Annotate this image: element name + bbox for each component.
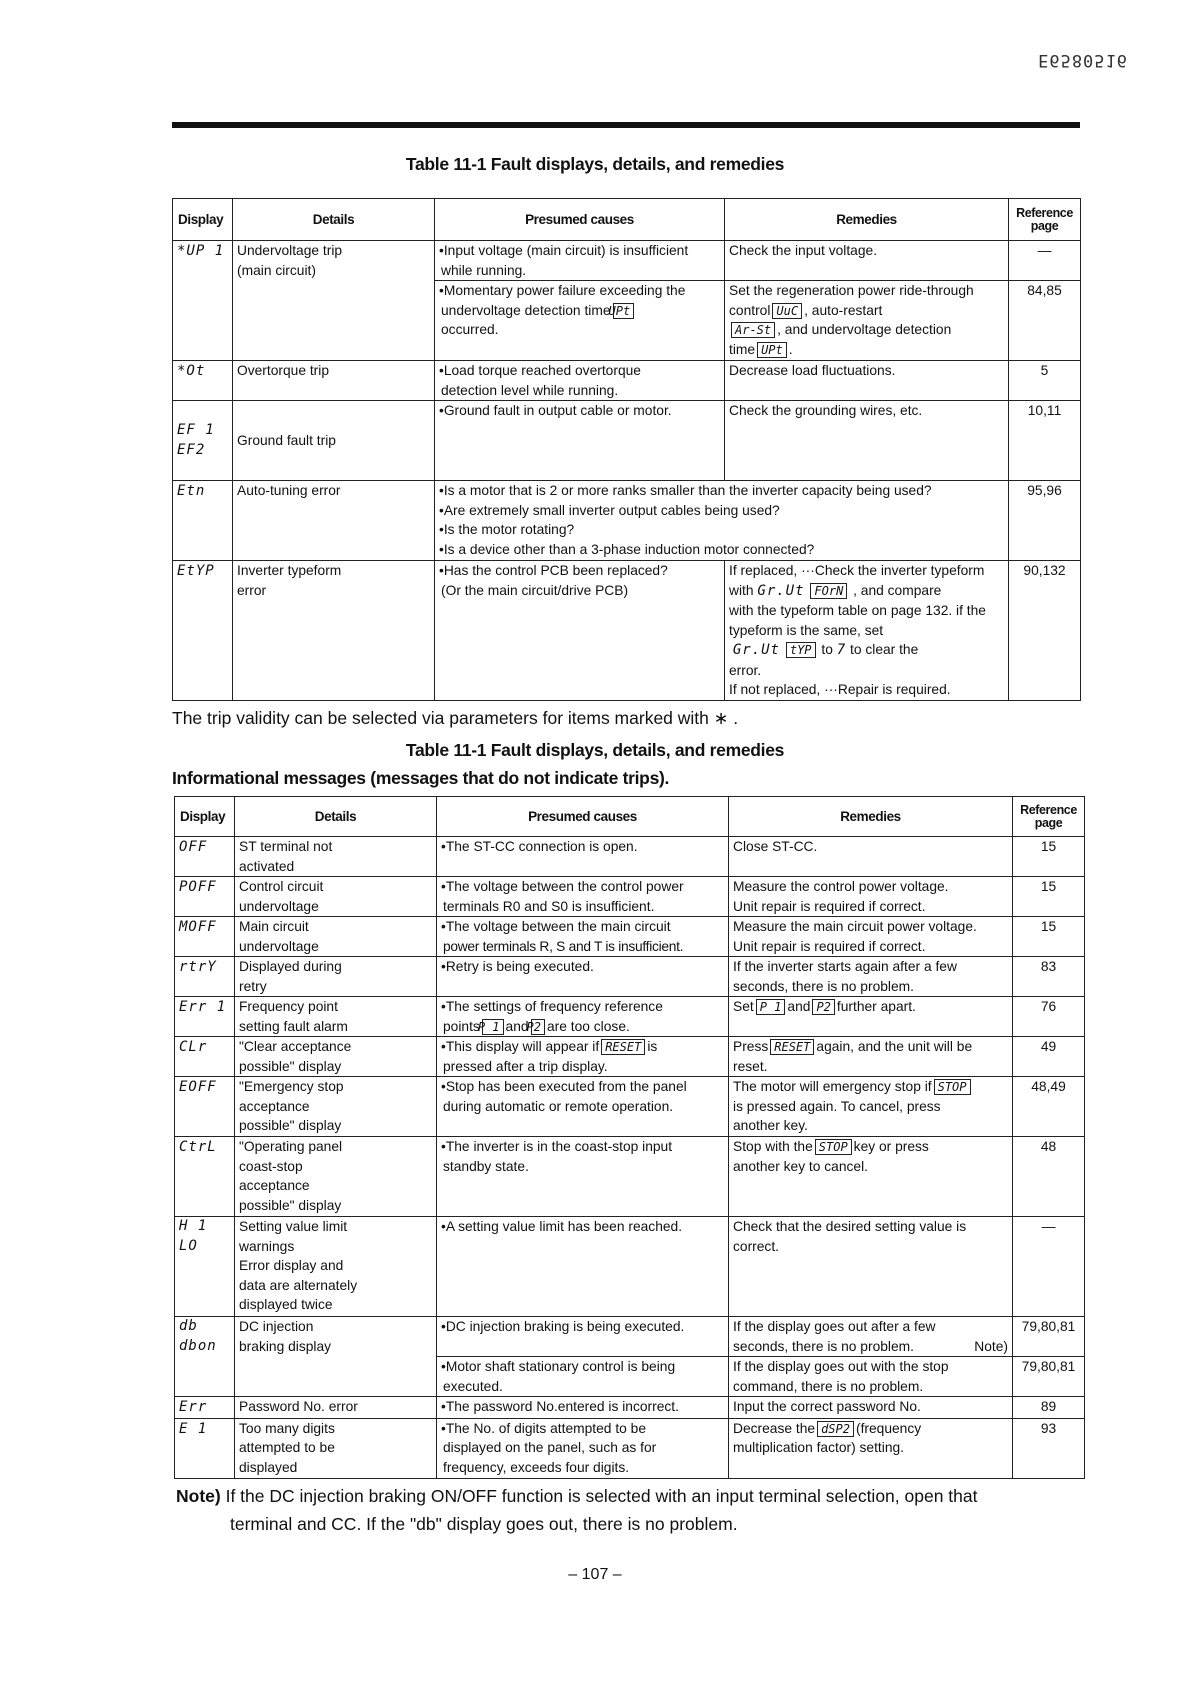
table-row-ref: 48,49 <box>1013 1077 1085 1137</box>
table-row-cause: •The voltage between the main circuit power terminals R, S and T is insufficient. <box>437 917 729 957</box>
table-row-remedy: If the display goes out after a few seconds, there is no problem. Note) <box>729 1317 1013 1357</box>
table-row-details: ST terminal not activated <box>235 837 437 877</box>
header-display: Display <box>173 199 233 241</box>
param-box: P 1 <box>756 999 786 1015</box>
header-causes: Presumed causes <box>437 797 729 837</box>
table-row-ref: 15 <box>1013 877 1085 917</box>
table-row-display: OFF <box>175 837 235 877</box>
table-row-remedy: Check the input voltage. <box>725 241 1009 281</box>
table-row-details: Password No. error <box>235 1397 437 1419</box>
table-row-ref: — <box>1009 241 1081 281</box>
table-row-cause: •Stop has been executed from the panel during automatic or remote operation. <box>437 1077 729 1137</box>
table-row-remedy: Set P 1 and P2 further apart. <box>729 997 1013 1037</box>
table-row-ref: 15 <box>1013 917 1085 957</box>
table-row-ref: 79,80,81 <box>1013 1357 1085 1397</box>
table-row-remedy: Check the grounding wires, etc. <box>725 401 1009 481</box>
table-row-details: Ground fault trip <box>233 401 435 481</box>
table-row-cause: •DC injection braking is being executed. <box>437 1317 729 1357</box>
table-row-cause: •The voltage between the control power terminals R0 and S0 is insufficient. <box>437 877 729 917</box>
table-row-ref: 79,80,81 <box>1013 1317 1085 1357</box>
table-row-ref: 89 <box>1013 1397 1085 1419</box>
table-row-ref: 5 <box>1009 361 1081 401</box>
table-row-details: Undervoltage trip (main circuit) <box>233 241 435 361</box>
table-row-cause: •The ST-CC connection is open. <box>437 837 729 877</box>
param-box: UPt <box>613 303 635 319</box>
table-row-cause: •Retry is being executed. <box>437 957 729 997</box>
table-row-cause: •This display will appear if RESET is pressed after a trip display. <box>437 1037 729 1077</box>
table-row-display: H 1 LO <box>175 1217 235 1317</box>
table-row-details: Too many digits attempted to be displayed <box>235 1418 437 1478</box>
footnote-line2: terminal and CC. If the "db" display goes out, there is no problem. <box>230 1514 738 1534</box>
table-row-remedy: Check that the desired setting value is correct. <box>729 1217 1013 1317</box>
table-row-cause: •The password No.entered is incorrect. <box>437 1397 729 1419</box>
table-row-ref: — <box>1013 1217 1085 1317</box>
table-row-cause: •Load torque reached overtorque detection level while running. <box>435 361 725 401</box>
page-number: – 107 – <box>568 1566 622 1583</box>
header-remedies: Remedies <box>729 797 1013 837</box>
header-details: Details <box>233 199 435 241</box>
param-box: dSP2 <box>817 1421 854 1437</box>
table-row-display: *Ot <box>173 361 233 401</box>
table-row-remedy: Decrease load fluctuations. <box>725 361 1009 401</box>
table-row-display: rtrY <box>175 957 235 997</box>
table-row-cause: •A setting value limit has been reached. <box>437 1217 729 1317</box>
table-row-cause: •Is a motor that is 2 or more ranks smaller than the inverter capacity being used? •Are extremely small inverter output cables being used? •Is the motor rotating? •Is a device other than a 3-phase induction motor connected? <box>435 481 1009 561</box>
table-row-details: Frequency point setting fault alarm <box>235 997 437 1037</box>
table-row-remedy: Press RESET again, and the unit will be reset. <box>729 1037 1013 1077</box>
table1-title: Table 11-1 Fault displays, details, and remedies <box>405 154 785 174</box>
table-row-remedy: If the display goes out with the stop command, there is no problem. <box>729 1357 1013 1397</box>
table-row-ref: 84,85 <box>1009 281 1081 361</box>
table-row-ref: 83 <box>1013 957 1085 997</box>
table-row-ref: 76 <box>1013 997 1085 1037</box>
table-row-details: DC injection braking display <box>235 1317 437 1397</box>
table-row-cause: •The No. of digits attempted to be displayed on the panel, such as for frequency, exceeds four digits. <box>437 1418 729 1478</box>
table-row-details: Overtorque trip <box>233 361 435 401</box>
table-row-cause: •The inverter is in the coast-stop input standby state. <box>437 1137 729 1217</box>
table-row-display: MOFF <box>175 917 235 957</box>
table-row-display: db dbon <box>175 1317 235 1397</box>
table-row-display: E 1 <box>175 1418 235 1478</box>
param-box: P2 <box>531 1019 545 1035</box>
param-box: tYP <box>786 642 816 658</box>
table-row-details: "Emergency stop acceptance possible" display <box>235 1077 437 1137</box>
table-row-remedy: The motor will emergency stop if STOP is pressed again. To cancel, press another key. <box>729 1077 1013 1137</box>
table-row-ref: 90,132 <box>1009 561 1081 701</box>
stop-key-label: STOP <box>934 1079 971 1095</box>
table-row-display: Err 1 <box>175 997 235 1037</box>
table-row-cause: •Motor shaft stationary control is being executed. <box>437 1357 729 1397</box>
document-code: E6580516 <box>1038 50 1128 70</box>
table-row-details: "Clear acceptance possible" display <box>235 1037 437 1077</box>
table-row-ref: 95,96 <box>1009 481 1081 561</box>
table-row-cause: •Has the control PCB been replaced? (Or the main circuit/drive PCB) <box>435 561 725 701</box>
table-row-remedy: If replaced, ···Check the inverter typeform with Gr.Ut FOrN , and compare with the typeform table on page 132. if the typeform is the same, set Gr.Ut tYP to 7 to clear the error. If not replaced, ···Repair is required. <box>725 561 1009 701</box>
reset-key-label: RESET <box>770 1039 814 1055</box>
stop-key-label: STOP <box>815 1139 852 1155</box>
table-row-display: EF 1 EF2 <box>173 401 233 481</box>
header-causes: Presumed causes <box>435 199 725 241</box>
table-row-details: Control circuit undervoltage <box>235 877 437 917</box>
table-row-cause: •Input voltage (main circuit) is insufficient while running. <box>435 241 725 281</box>
table-row-details: Displayed during retry <box>235 957 437 997</box>
header-remedies: Remedies <box>725 199 1009 241</box>
table-row-remedy: Measure the control power voltage. Unit repair is required if correct. <box>729 877 1013 917</box>
param-box: P 1 <box>482 1019 504 1035</box>
header-reference-page: Reference page <box>1013 797 1085 837</box>
table-row-remedy: If the inverter starts again after a few seconds, there is no problem. <box>729 957 1013 997</box>
table-row-cause: •The settings of frequency reference pointsP 1 andP2 are too close. <box>437 997 729 1037</box>
table-row-display: Etn <box>173 481 233 561</box>
table2-subtitle: Informational messages (messages that do not indicate trips). <box>172 768 670 788</box>
table2-title: Table 11-1 Fault displays, details, and remedies <box>405 740 785 760</box>
footnote-line1: Note) If the DC injection braking ON/OFF function is selected with an input terminal selection, open that <box>176 1486 978 1506</box>
fault-table <box>172 198 1081 701</box>
param-box: UuC <box>772 303 802 319</box>
param-box: UPt <box>757 342 787 358</box>
header-details: Details <box>235 797 437 837</box>
param-box: FOrN <box>810 583 847 599</box>
table-row-display: CLr <box>175 1037 235 1077</box>
header-display: Display <box>175 797 235 837</box>
table-row-display: CtrL <box>175 1137 235 1217</box>
table-row-display: *UP 1 <box>173 241 233 361</box>
reset-key-label: RESET <box>601 1039 645 1055</box>
table-row-details: "Operating panel coast-stop acceptance possible" display <box>235 1137 437 1217</box>
table-row-ref: 10,11 <box>1009 401 1081 481</box>
table-row-remedy: Close ST-CC. <box>729 837 1013 877</box>
table-row-ref: 93 <box>1013 1418 1085 1478</box>
table-row-details: Inverter typeform error <box>233 561 435 701</box>
table-row-display: EtYP <box>173 561 233 701</box>
header-rule <box>172 122 1080 128</box>
table-row-cause: •Momentary power failure exceeding the undervoltage detection timeUPt occurred. <box>435 281 725 361</box>
table-row-remedy: Set the regeneration power ride-through control UuC , auto-restart Ar-St , and undervoltage detection time UPt . <box>725 281 1009 361</box>
table-row-details: Auto-tuning error <box>233 481 435 561</box>
table-row-ref: 15 <box>1013 837 1085 877</box>
table-row-remedy: Stop with the STOP key or press another key to cancel. <box>729 1137 1013 1217</box>
table-row-display: POFF <box>175 877 235 917</box>
table-row-remedy: Input the correct password No. <box>729 1397 1013 1419</box>
table-row-cause: •Ground fault in output cable or motor. <box>435 401 725 481</box>
trip-validity-note: The trip validity can be selected via parameters for items marked with ∗ . <box>172 708 739 728</box>
table-row-display: EOFF <box>175 1077 235 1137</box>
table-row-ref: 48 <box>1013 1137 1085 1217</box>
info-message-table <box>174 796 1085 1479</box>
param-box: P2 <box>812 999 834 1015</box>
table-row-display: Err <box>175 1397 235 1419</box>
table-row-remedy: Decrease the dSP2 (frequency multiplication factor) setting. <box>729 1418 1013 1478</box>
header-reference-page: Reference page <box>1009 199 1081 241</box>
table-row-details: Main circuit undervoltage <box>235 917 437 957</box>
table-row-remedy: Measure the main circuit power voltage. Unit repair is required if correct. <box>729 917 1013 957</box>
param-box: Ar-St <box>731 322 775 338</box>
table-row-details: Setting value limit warnings Error display and data are alternately displayed twice <box>235 1217 437 1317</box>
table-row-ref: 49 <box>1013 1037 1085 1077</box>
